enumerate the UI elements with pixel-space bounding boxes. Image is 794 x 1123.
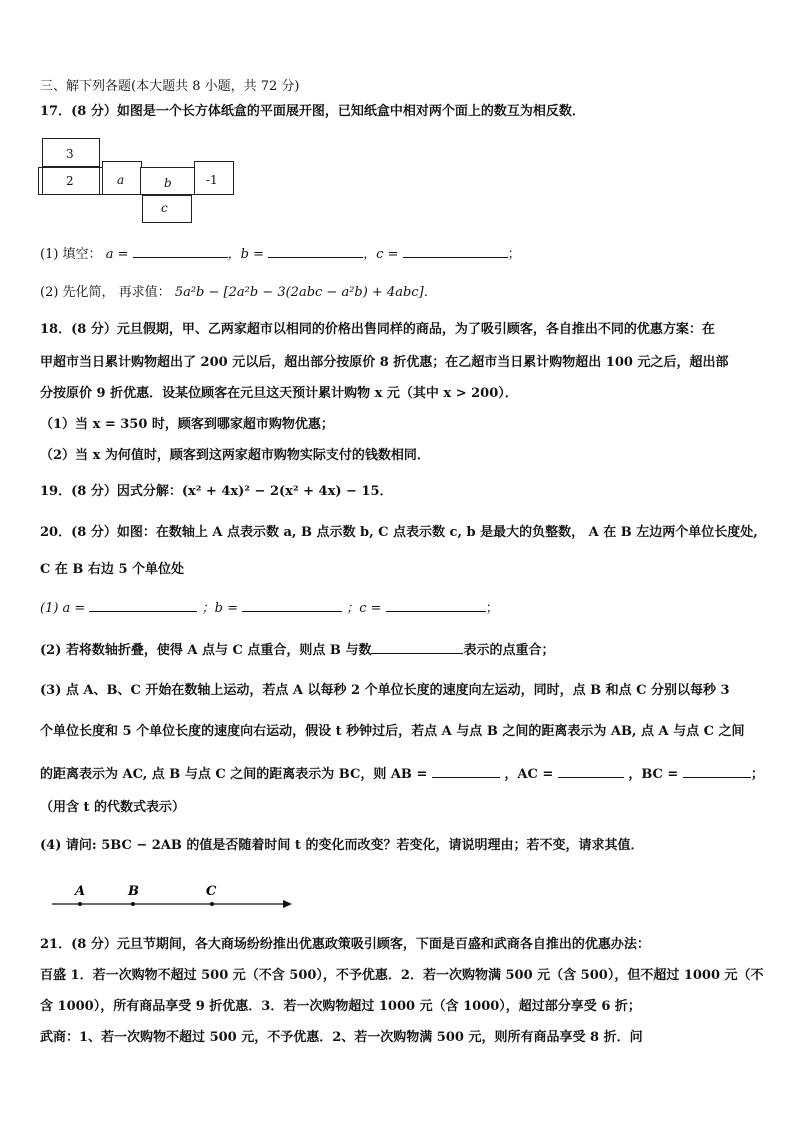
q20-p2-a: (2) 若将数轴折叠，使得 A 点与 C 点重合，则点 B 与数 [40, 643, 372, 658]
q21-line2: 百盛 1．若一次购物不超过 500 元（不含 500），不予优惠．2．若一次购物满 500 元（含 500），但不超过 1000 元（不 [40, 968, 764, 983]
q20-p1-c-label: ；c = [346, 601, 382, 616]
q21-line1: 21．(8 分）元旦节期间，各大商场纷纷推出优惠政策吸引顾客，下面是百盛和武商各自推出的优惠办法： [40, 937, 650, 952]
q18-line1: 18．(8 分）元旦假期，甲、乙两家超市以相同的价格出售同样的商品，为了吸引顾客，各自推出不同的优惠方案：在 [40, 322, 715, 337]
q17-p1-b-label: ，b = [227, 247, 264, 262]
net-label-neg1: -1 [206, 173, 218, 187]
point-c-dot [210, 902, 214, 906]
answer-blank-fold[interactable] [371, 640, 463, 654]
answer-blank-q20-c[interactable] [386, 598, 486, 612]
q17-p1-prefix: (1) 填空： [40, 247, 102, 262]
q20-p3-ac-label: ，AC = [504, 767, 554, 782]
q21-line3: 含 1000），所有商品享受 9 折优惠．3．若一次购物超过 1000 元（含 1000），超过部分享受 6 折； [40, 999, 641, 1014]
q17-p2-prefix: (2) 先化简， 再求值： [40, 285, 171, 300]
q18-part2: （2）当 x 为何值时，顾客到这两家超市购物实际支付的钱数相同． [40, 448, 430, 463]
q18-line3: 分按原价 9 折优惠．设某位顾客在元旦这天预计累计购物 x 元（其中 x > 200）． [40, 386, 518, 401]
q20-p2-b: 表示的点重合； [463, 643, 555, 658]
q20-p3-end: ； [750, 767, 764, 782]
q20-p3-ab-label: 的距离表示为 AC, 点 B 与点 C 之间的距离表示为 BC，则 AB = [40, 767, 428, 782]
q20-line1: 20．(8 分）如图：在数轴上 A 点表示数 a, B 点示数 b, C 点表示数 c, b 是最大的负整数， A 在 B 左边两个单位长度处, [40, 525, 758, 540]
q17-p2-expression: 5a²b − [2a²b − 3(2abc − a²b) + 4abc]． [174, 285, 437, 300]
q17-p1-end: ； [507, 247, 521, 262]
answer-blank-bc[interactable] [683, 764, 751, 778]
answer-blank-c[interactable] [403, 244, 508, 258]
answer-blank-ac[interactable] [558, 764, 624, 778]
q19-text: 19．(8 分）因式分解：(x² + 4x)² − 2(x² + 4x) − 15． [40, 484, 393, 499]
q17-p1-c-label: ，c = [363, 247, 399, 262]
net-label-2: 2 [66, 174, 74, 188]
q20-part3-note: （用含 t 的代数式表示） [40, 800, 186, 815]
q20-line2: C 在 B 右边 5 个单位处 [40, 562, 185, 577]
point-a-label: A [75, 884, 86, 899]
q17-stem: 17．(8 分）如图是一个长方体纸盒的平面展开图，已知纸盒中相对两个面上的数互为相反数． [40, 104, 585, 119]
section-header: 三、解下列各题(本大题共 8 小题，共 72 分) [40, 79, 300, 94]
answer-blank-q20-b[interactable] [242, 598, 342, 612]
q18-line2: 甲超市当日累计购物超出了 200 元以后，超出部分按原价 8 折优惠；在乙超市当日累计购物超出 100 元之后，超出部 [40, 355, 729, 370]
point-c-label: C [206, 884, 217, 899]
q20-p1-prefix: (1) a = [40, 601, 86, 616]
q18-part1: （1）当 x = 350 时，顾客到哪家超市购物优惠； [40, 417, 334, 432]
point-b-label: B [128, 884, 139, 899]
q20-p1-b-label: ；b = [201, 601, 238, 616]
number-line-arrow [283, 900, 292, 908]
net-label-3: 3 [66, 147, 74, 161]
answer-blank-b[interactable] [268, 244, 363, 258]
point-b-dot [131, 902, 135, 906]
q17-part2 [40, 284, 437, 302]
answer-blank-q20-a[interactable] [89, 598, 197, 612]
point-a-dot [78, 902, 82, 906]
number-line-figure [40, 876, 300, 916]
q17-part1 [40, 244, 521, 264]
q20-part2 [40, 640, 554, 660]
net-label-b: b [164, 176, 172, 190]
q17-box-net [38, 138, 238, 228]
q20-part3-line1: (3) 点 A、B、C 开始在数轴上运动，若点 A 以每秒 2 个单位长度的速度向左运动，同时，点 B 和点 C 分别以每秒 3 [40, 683, 730, 698]
q20-part3-line3 [40, 764, 764, 784]
answer-blank-ab[interactable] [432, 764, 500, 778]
answer-blank-a[interactable] [133, 244, 228, 258]
q17-p1-a-label: a = [105, 247, 129, 262]
q21-line4: 武商：1、若一次购物不超过 500 元，不予优惠．2、若一次购物满 500 元，则所有商品享受 8 折．问 [40, 1030, 643, 1045]
q20-part3-line2: 个单位长度和 5 个单位长度的速度向右运动，假设 t 秒钟过后，若点 A 与点 B 之间的距离表示为 AB, 点 A 与点 C 之间 [40, 724, 745, 739]
q20-part4: (4) 请问: 5BC − 2AB 的值是否随着时间 t 的变化而改变？若变化，请说明理由；若不变，请求其值． [40, 838, 644, 853]
q20-part1 [40, 598, 499, 618]
net-label-a: a [117, 173, 125, 187]
q20-p1-end: ； [485, 601, 499, 616]
q20-p3-bc-label: ，BC = [628, 767, 679, 782]
net-label-c: c [161, 201, 168, 215]
